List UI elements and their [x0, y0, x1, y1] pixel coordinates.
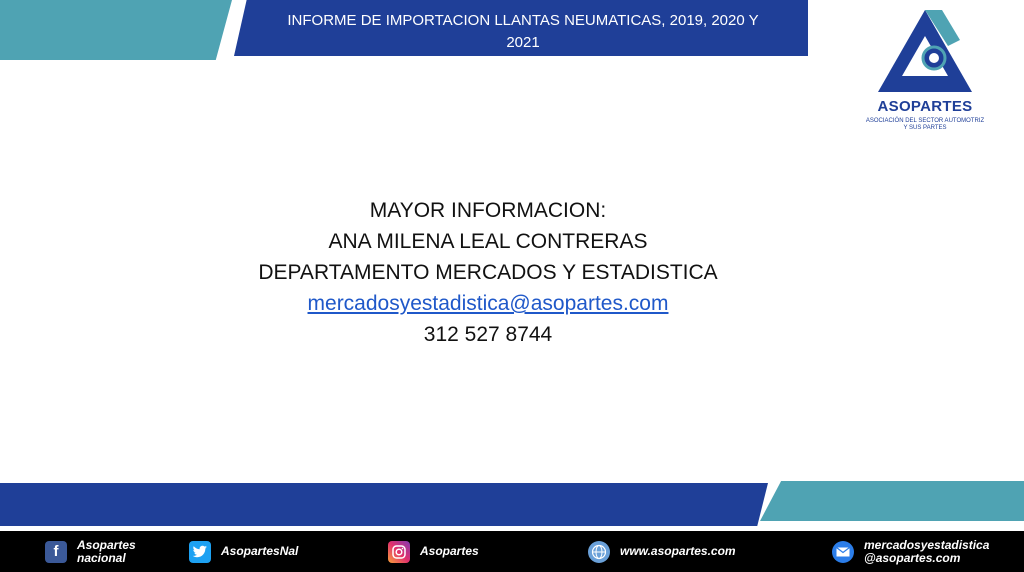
- facebook-label-1: Asopartes: [77, 537, 136, 552]
- facebook-label-2: nacional: [77, 550, 126, 565]
- twitter-label: AsopartesNal: [221, 544, 299, 558]
- page-title: [250, 10, 796, 54]
- globe-icon: [588, 541, 610, 563]
- logo-tagline: [864, 118, 986, 132]
- footer-twitter[interactable]: [189, 531, 298, 572]
- contact-block: [200, 195, 776, 350]
- footer-facebook[interactable]: [45, 531, 136, 572]
- contact-email-link[interactable]: mercadosyestadistica@asopartes.com: [307, 292, 669, 315]
- logo-tagline-2: Y SUS PARTES: [903, 125, 947, 131]
- bottom-blue-bar: [0, 483, 768, 526]
- logo-triangle-icon: [870, 6, 980, 98]
- footer-instagram[interactable]: [388, 531, 479, 572]
- footer-website[interactable]: [588, 531, 736, 572]
- contact-department: DEPARTAMENTO MERCADOS Y ESTADISTICA: [258, 261, 718, 284]
- logo-tagline-1: ASOCIACIÓN DEL SECTOR AUTOMOTRIZ: [865, 118, 985, 124]
- email-label-1: mercadosyestadistica: [864, 537, 990, 552]
- mail-icon: [832, 541, 854, 563]
- bottom-teal-bar: [760, 481, 1024, 521]
- instagram-icon: [388, 541, 410, 563]
- social-footer: [0, 531, 1024, 572]
- logo-name: ASOPARTES: [877, 98, 973, 115]
- contact-person: ANA MILENA LEAL CONTRERAS: [328, 230, 648, 253]
- website-label: www.asopartes.com: [620, 544, 736, 558]
- contact-phone: 312 527 8744: [423, 323, 553, 346]
- title-line-1: INFORME DE IMPORTACION LLANTAS NEUMATICAS, 2019, 2020 Y: [287, 12, 759, 29]
- footer-email[interactable]: [832, 531, 989, 572]
- instagram-label: Asopartes: [420, 544, 479, 558]
- facebook-icon: f: [45, 541, 67, 563]
- asopartes-logo: [864, 6, 986, 146]
- twitter-icon: [189, 541, 211, 563]
- title-line-2: 2021: [506, 34, 540, 51]
- top-left-teal-banner: [0, 0, 232, 60]
- contact-heading: MAYOR INFORMACION:: [369, 199, 607, 222]
- email-label-2: @asopartes.com: [864, 550, 961, 565]
